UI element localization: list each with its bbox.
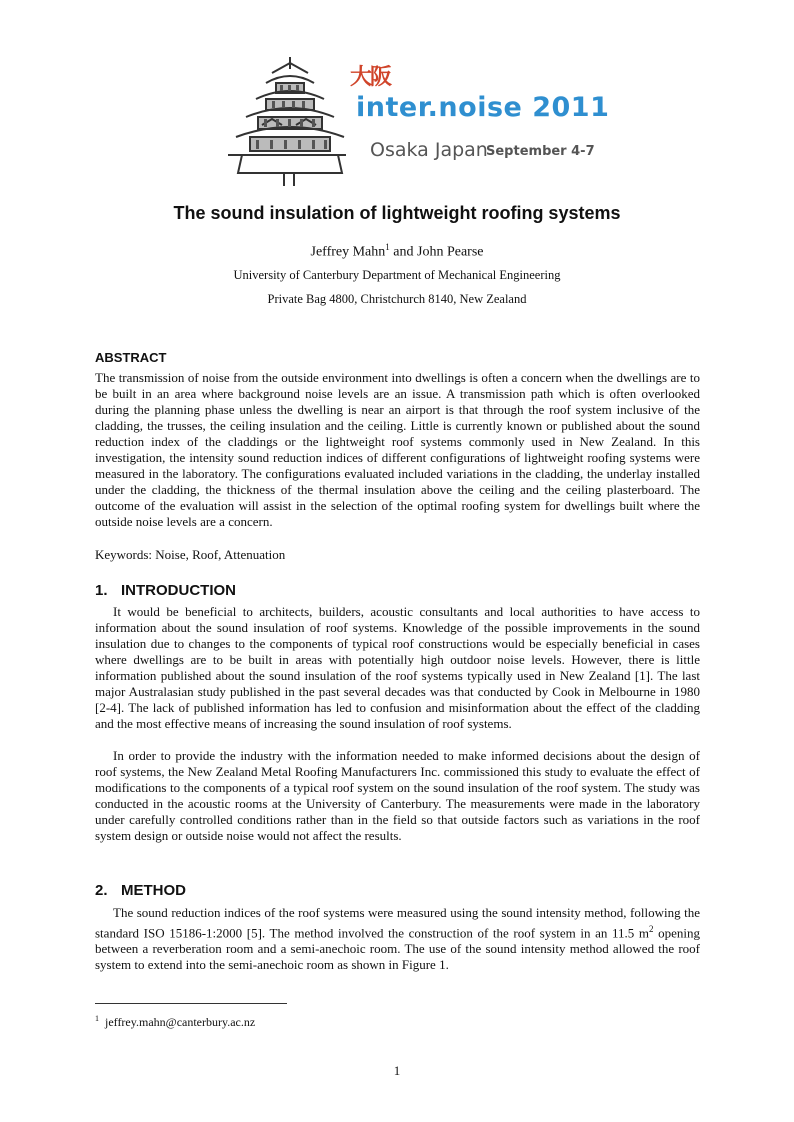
keywords: Keywords: Noise, Roof, Attenuation <box>95 547 286 562</box>
section-heading-introduction <box>95 582 236 599</box>
osaka-castle-icon <box>222 55 352 190</box>
footnote-mark: 1 <box>95 1014 99 1023</box>
method-text-part-1: The sound reduction indices of the roof systems were measured using the sound intensity method, following the standard ISO 15186-1:2000 [5]. The method involved the construction of the roof system in an 11.5 m <box>95 905 700 941</box>
author-separator: and <box>389 244 417 260</box>
footnote-email: jeffrey.mahn@canterbury.ac.nz <box>105 1015 256 1029</box>
address: Private Bag 4800, Christchurch 8140, New Zealand <box>267 292 527 306</box>
method-text-part-2: opening between a reverberation room and a semi-anechoic room. The use of the sound intensity method allowed the roof system to extend into the semi-anechoic room as shown in Figure 1. <box>95 925 700 973</box>
method-paragraph-1 <box>95 905 700 973</box>
unit-superscript: 2 <box>649 924 654 934</box>
logo-title: inter.noise 2011 <box>356 92 610 123</box>
abstract-heading: ABSTRACT <box>95 350 167 365</box>
footnote-divider <box>95 1003 287 1004</box>
section-number: 1. <box>95 582 108 599</box>
logo-city: Osaka Japan <box>370 139 488 161</box>
section-number: 2. <box>95 882 108 899</box>
author-1: Jeffrey Mahn <box>310 244 386 260</box>
intro-paragraph-1: It would be beneficial to architects, builders, acoustic consultants and local authorities to have access to information about the sound insulation of roof systems. Knowledge of the possible improvements in the sound insulation due to changes to the components of typical roof constructions would be especially beneficial in cases where dwellings are to be built in areas with potentially high outdoor noise levels. However, there is little information published about the sound insulation of the roof systems typically used in New Zealand [1]. The last major Australasian study published in the past several decades was that conducted by Cook in Melbourne in 1980 [2-4]. The lack of published information has led to confusion and misinformation about the effect of the cladding and the most effective means of increasing the sound insulation of roof systems. <box>95 604 700 731</box>
intro-paragraph-2: In order to provide the industry with the information needed to make informed decisions about the design of roof systems, the New Zealand Metal Roofing Manufacturers Inc. commissioned this study to evaluate the effect of modifications to the components of a typical roof system on the sound insulation of the roof system. The study was conducted in the acoustic rooms at the University of Canterbury. The measurements were made in the laboratory under carefully controlled conditions rather than in the field so that outside factors such as variations in the roof system design or outside noise would not affect the results. <box>95 748 700 843</box>
author-2: John Pearse <box>417 244 484 260</box>
paper-title: The sound insulation of lightweight roofing systems <box>173 203 621 223</box>
footnote <box>95 1014 255 1030</box>
author-1-footnote-mark: 1 <box>385 242 390 252</box>
section-title: INTRODUCTION <box>121 582 236 599</box>
logo-dates: September 4-7 <box>486 144 595 159</box>
paper-authors <box>0 242 794 261</box>
section-heading-method <box>95 882 186 899</box>
affiliation: University of Canterbury Department of Mechanical Engineering <box>233 268 561 282</box>
section-title: METHOD <box>121 882 186 899</box>
page-number: 1 <box>393 1063 401 1078</box>
abstract-text: The transmission of noise from the outside environment into dwellings is often a concern when the dwellings are to be built in an area where background noise levels are an issue. A transmission path which is often overlooked during the planning phase unless the dwelling is near an airport is that through the roof system inclusive of the cladding, the trusses, the ceiling insulation and the ceiling. Little is currently known or published about the sound reduction index of the claddings or the lightweight roof systems commonly used in New Zealand. In this investigation, the intensity sound reduction indices of different configurations of lightweight roofing systems were measured in the laboratory. The configurations evaluated included variations in the cladding, the underlay installed under the cladding, the thickness of the thermal insulation above the ceiling and the ceiling plasterboard. The outcome of the evaluation will assist in the selection of the optimal roofing system for dwellings built where the outside noise levels are a concern. <box>95 370 700 529</box>
conference-logo <box>222 55 610 190</box>
logo-kanji: 大阪 <box>350 64 391 90</box>
